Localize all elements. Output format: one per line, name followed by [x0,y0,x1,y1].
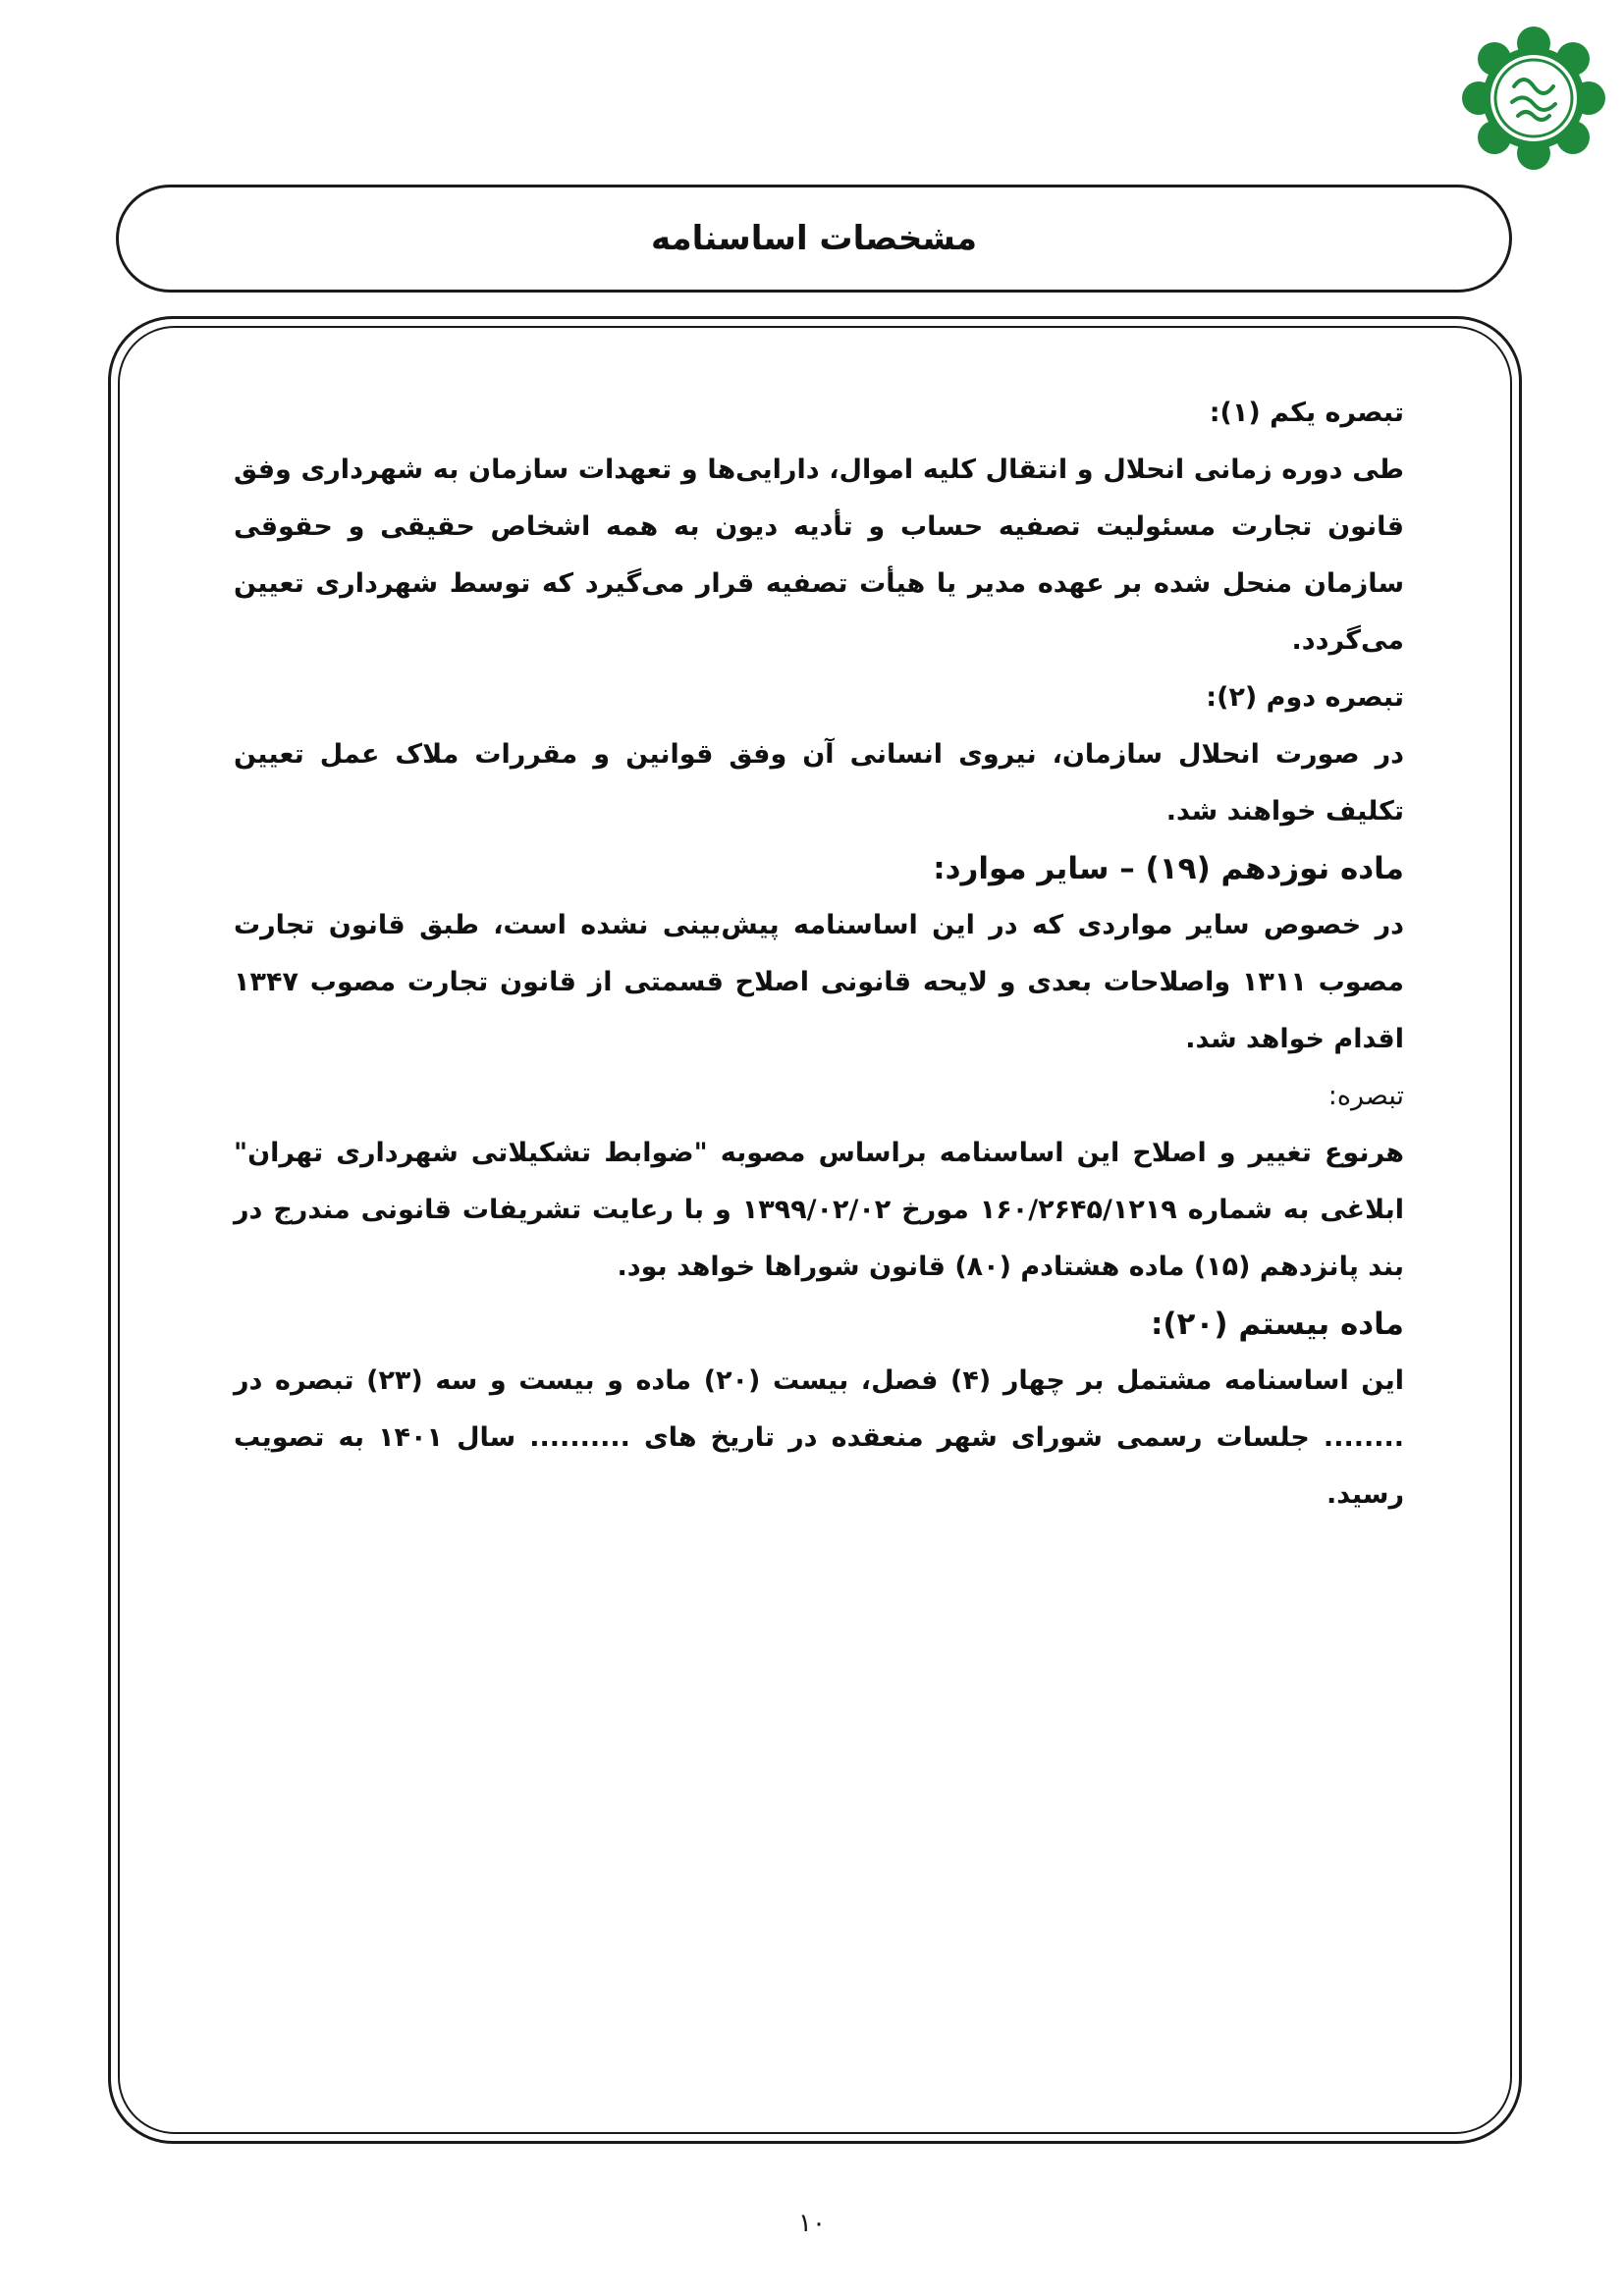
article-20-heading: ماده بیستم (۲۰): [1150,1307,1404,1342]
tehran-municipality-logo [1453,18,1614,179]
note-3-heading: تبصره: [1327,1081,1404,1111]
note-2-text: در صورت انحلال سازمان، نیروی انسانی آن وفق قوانین و مقررات ملاک عمل تعیین تکلیف خواهند شد. [234,739,1404,827]
article-20-text: این اساسنامه مشتمل بر چهار (۴) فصل، بیست (۲۰) ماده و بیست و سه (۲۳) تبصره در ........ جلسات رسمی شورای شهر منعقده در تاریخ های .......... سال ۱۴۰۱ به تصویب رسید. [234,1365,1404,1510]
note-3-text: هرنوع تغییر و اصلاح این اساسنامه براساس مصوبه "ضوابط تشکیلاتی شهرداری تهران" ابلاغی به شماره ۱۶۰/۲۶۴۵/۱۲۱۹ مورخ ۱۳۹۹/۰۲/۰۲ و با رعایت تشریفات قانونی مندرج در بند پانزدهم (۱۵) ماده هشتادم (۸۰) قانون شوراها خواهد بود. [234,1138,1404,1282]
note-2-heading: تبصره دوم (۲): [1206,682,1404,713]
header-box [116,185,1512,293]
logo-seal-icon [1453,18,1614,179]
note-1-heading: تبصره یکم (۱): [1209,398,1404,428]
article-19-text: در خصوص سایر مواردی که در این اساسنامه پیش‌بینی نشده است، طبق قانون تجارت مصوب ۱۳۱۱ واصلاحات بعدی و لایحه قانونی اصلاح قسمتی از قانون تجارت مصوب ۱۳۴۷ اقدام خواهد شد. [234,910,1404,1054]
article-19-heading: ماده نوزدهم (۱۹) – سایر موارد: [933,851,1404,886]
document-body [234,385,1404,1523]
page-number: ۱۰ [798,2209,826,2238]
note-1-text: طی دوره زمانی انحلال و انتقال کلیه اموال، دارایی‌ها و تعهدات سازمان به شهرداری وفق قانون تجارت مسئولیت تصفیه حساب و تأدیه دیون به همه اشخاص حقیقی و حقوقی سازمان منحل شده بر عهده مدیر یا هیأت تصفیه قرار می‌گیرد که توسط شهرداری تعیین می‌گردد. [234,454,1404,656]
page-title: مشخصات اساسنامه [650,219,978,258]
